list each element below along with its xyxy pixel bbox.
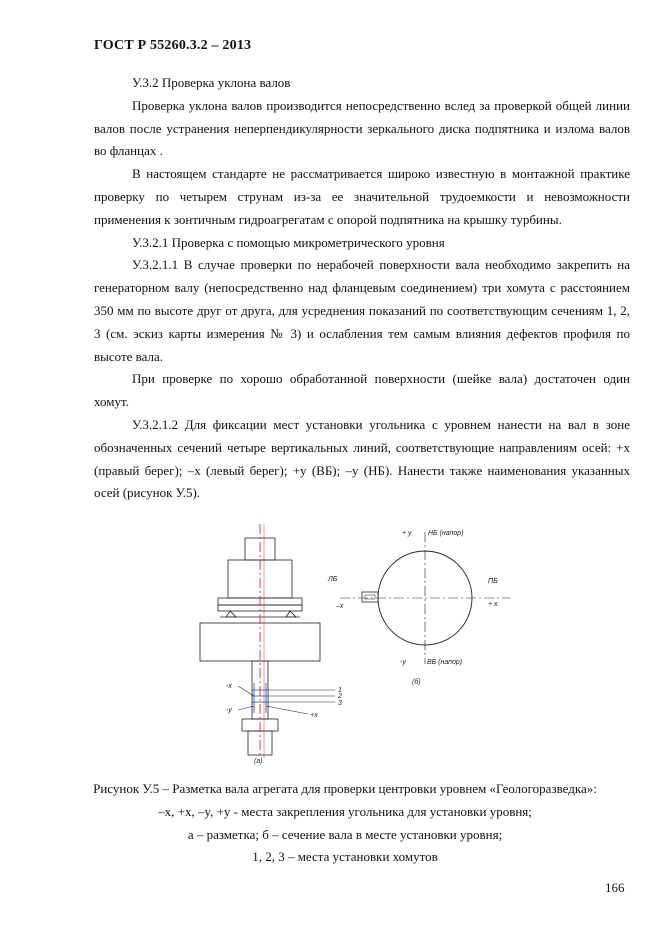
paragraph: У.3.2.1.2 Для фиксации мест установки угольника с уровнем нанести на вал в зоне обозначенных сечений четыре вертикальных линий, соответствующие направлениям осей: +x (правый берег); –x (левый берег); +y (ВБ); –y (НБ). Нанести также наименования указанных осей (рисунок У.5). xyxy=(94,416,630,501)
support-right xyxy=(286,611,296,617)
support-left xyxy=(226,611,236,617)
axis-label-minus-x-section: –x xyxy=(336,603,344,610)
caption-title: Рисунок У.5 – Разметка вала агрегата для проверки центровки уровнем «Геологоразведка»: xyxy=(93,781,597,796)
section-number-1: 1 xyxy=(338,687,342,694)
caption-line: а – разметка; б – сечение вала в месте установки уровня; xyxy=(187,826,503,842)
paragraph: В настоящем стандарте не рассматривается широко известную в монтажной практике проверку по четырем струнам из-за ее значительной трудоемкости и невозможности применения к зонтичным гидроагрегатам с опорой подпятника на крышку турбины. xyxy=(94,166,630,227)
section-drawing xyxy=(340,532,510,664)
figure-u5 xyxy=(190,518,550,770)
label-vb: ВБ (напор) xyxy=(427,659,463,666)
figure-label-b: (б) xyxy=(412,679,421,686)
paragraph: У.3.2.1.1 В случае проверки по нерабочей поверхности вала необходимо закрепить на генераторном валу (непосредственно над фланцевым соединением) три хомута с расстоянием 350 мм по высоте друг от друга, для усреднения показаний по соответствующим сечениям 1, 2, 3 (см. эскиз карты измерения № 3) и ослабления тем самым влияния дефектов профиля по высоте вала. xyxy=(94,257,630,364)
caption-line: –x, +x, –y, +y - места закрепления угольника для установки уровня; xyxy=(158,803,532,819)
level-instrument xyxy=(362,592,378,602)
axis-label-minus-x: -x xyxy=(226,683,232,690)
section-heading: У.3.2 Проверка уклона валов xyxy=(132,75,291,90)
section-number-3: 3 xyxy=(338,700,342,707)
leader-plus-x xyxy=(266,706,308,714)
level-vial xyxy=(365,595,375,599)
figure-label-a: (а) xyxy=(254,758,263,765)
document-header: ГОСТ Р 55260.3.2 – 2013 xyxy=(94,38,252,53)
section-number-2: 2 xyxy=(338,693,342,700)
paragraph: При проверке по хорошо обработанной поверхности (шейке вала) достаточен один хомут. xyxy=(94,371,630,410)
label-nb: НБ (напор) xyxy=(428,530,464,537)
axis-label-plus-y: + y xyxy=(402,530,412,537)
axis-label-plus-x: +x xyxy=(310,712,318,719)
label-pb: ПБ xyxy=(488,578,498,585)
paragraph: Проверка уклона валов производится непосредственно вслед за проверкой общей линии валов после устранения неперпендикулярности зеркального диска подпятника и излома валов во фланцах . xyxy=(94,97,630,159)
label-lb: ЛБ xyxy=(328,576,338,583)
axis-label-minus-y: -y xyxy=(226,707,232,714)
axis-label-minus-y-section: -y xyxy=(400,659,406,666)
figure-drawing xyxy=(190,518,550,770)
body-text xyxy=(94,72,630,505)
axis-label-plus-x-section: + x xyxy=(488,601,498,608)
page-number: 166 xyxy=(605,880,625,895)
subsection-heading: У.3.2.1 Проверка с помощью микрометрического уровня xyxy=(132,234,445,250)
figure-caption xyxy=(60,778,630,869)
caption-line: 1, 2, 3 – места установки хомутов xyxy=(252,849,438,865)
